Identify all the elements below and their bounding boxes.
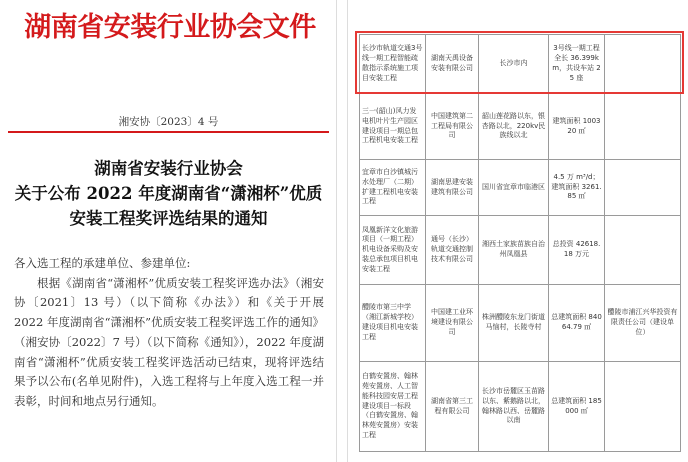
participant-cell <box>605 160 681 216</box>
right-document-page <box>347 0 688 462</box>
salutation: 各入选工程的承建单位、参建单位: <box>14 256 191 270</box>
scale-cell: 建筑面积 100320 ㎡ <box>549 94 605 160</box>
table-row <box>360 362 681 452</box>
notice-body <box>14 254 324 412</box>
table-row <box>360 94 681 160</box>
notice-title-line: 湖南省安装行业协会 <box>94 159 243 178</box>
scale-cell: 总建筑面积 185000 ㎡ <box>549 362 605 452</box>
scale-cell: 总投资 42618.18 万元 <box>549 216 605 285</box>
project-name-cell: 长沙市轨道交通3号线一期工程智能疏散指示系统施工项目安装工程 <box>360 35 426 94</box>
builder-cell: 湖南思建安装建筑有限公司 <box>426 160 479 216</box>
table-row <box>360 160 681 216</box>
participant-cell <box>605 35 681 94</box>
builder-cell: 通号（长沙）轨道交通控制技术有限公司 <box>426 216 479 285</box>
table-row <box>360 216 681 285</box>
project-name-cell: 白鹤安置房、翰林苑安置房、人工智能科技园安居工程建设项目一标段（白鹤安置房、翰林苑安置房）安装工程 <box>360 362 426 452</box>
builder-cell: 湖南天禹设备安装有限公司 <box>426 35 479 94</box>
participant-cell <box>605 362 681 452</box>
project-name-cell: 三一(韶山)风力发电机叶片生产园区建设项目一期总包工程机电安装工程 <box>360 94 426 160</box>
participant-cell <box>605 94 681 160</box>
project-name-cell: 凤凰新洋文化旅游项目（一期工程）机电设备采购及安装总承包项目机电安装工程 <box>360 216 426 285</box>
builder-cell: 中国建筑第二工程局有限公司 <box>426 94 479 160</box>
location-cell: 韶山莲花路以东，银杏路以北，220kv民族线以北 <box>479 94 549 160</box>
location-cell: 长沙市内 <box>479 35 549 94</box>
table-row <box>360 35 681 94</box>
project-name-cell: 宜章市白沙镇城污水处理厂（二期）扩建工程机电安装工程 <box>360 160 426 216</box>
builder-cell: 中国建工业环境建设有限公司 <box>426 285 479 362</box>
scale-cell: 总建筑面积 84064.79 ㎡ <box>549 285 605 362</box>
notice-title <box>10 156 327 231</box>
body-paragraph: 根据《湖南省“潇湘杯”优质安装工程奖评选办法》（湘安协〔2021〕13 号）（以下简称《办法》）和《关于开展 2022 年度湖南省“潇湘杯”优质安装工程奖评选工作的通知》（湘安协〔2022〕7 号）（以下简称《通知》），2022 年度湖南省“潇湘杯”优质安装工程奖评选活动已结束，现将评选结果予以公布(名单见附件)，入选工程将与上年度入选工程一并表彰，时间和地点另行通知。 <box>14 275 324 408</box>
location-cell: 长沙市岳麓区玉苗路以东、紫鹅路以北，翰林路以西、岳麓路以南 <box>479 362 549 452</box>
document-number: 湘安协〔2023〕4 号 <box>118 116 219 128</box>
builder-cell: 湖南省第三工程有限公司 <box>426 362 479 452</box>
scale-cell: 3号线一期工程全长 36.399km，共设车站 25 座 <box>549 35 605 94</box>
participant-cell <box>605 216 681 285</box>
left-document-page <box>0 0 337 462</box>
scale-cell: 4.5 万 m³/d；建筑面积 3261.85 ㎡ <box>549 160 605 216</box>
participant-cell: 醴陵市浦江兴华投资有限责任公司（建设单位） <box>605 285 681 362</box>
location-cell: 湘西土家族苗族自治州凤凰县 <box>479 216 549 285</box>
project-name-cell: 醴陵市第三中学（湘江新城学校）建设项目机电安装工程 <box>360 285 426 362</box>
notice-title-line: 安装工程奖评选结果的通知 <box>69 209 268 228</box>
notice-title-line: 关于公布 2022 年度湖南省“潇湘杯”优质 <box>14 184 323 203</box>
table-row <box>360 285 681 362</box>
document-header: 湖南省安装行业协会文件 <box>24 12 316 43</box>
red-divider <box>8 131 329 133</box>
location-cell: 株洲醴陵东龙门街道马恼村，长陵寺村 <box>479 285 549 362</box>
location-cell: 国川省宜章市临港区 <box>479 160 549 216</box>
award-list-table <box>359 34 681 452</box>
